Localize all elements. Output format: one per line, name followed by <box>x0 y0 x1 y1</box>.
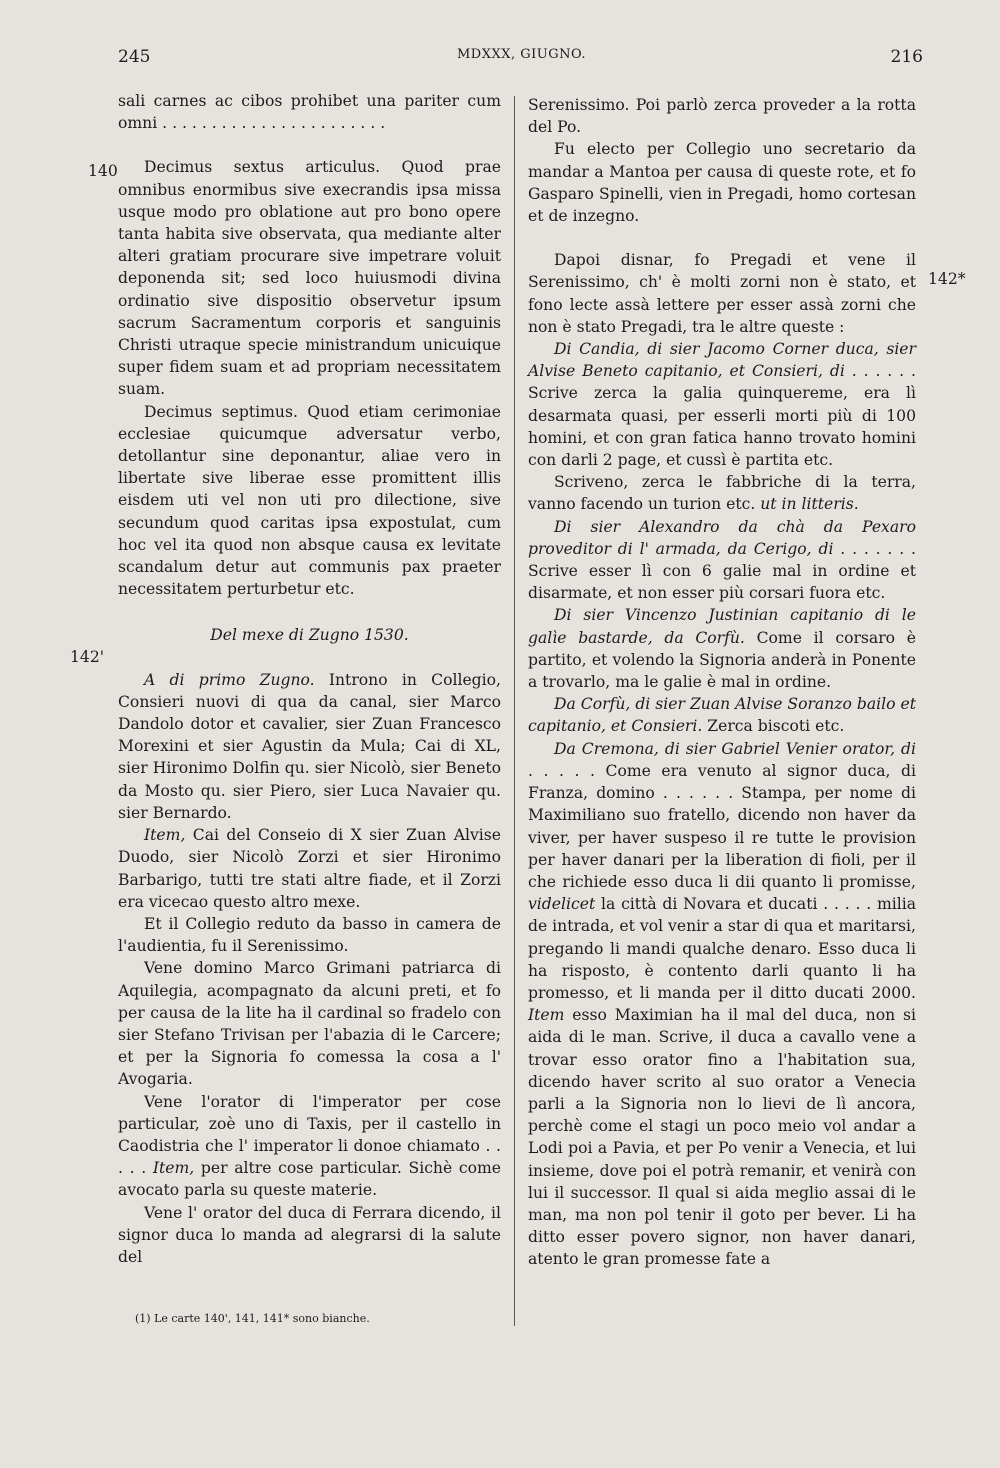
running-title: MDXXX, GIUGNO. <box>457 47 587 62</box>
right-column <box>528 94 916 1271</box>
paragraph: Vene l'orator di l'imperator per cose particular, zoè uno di Taxis, per il castello in Caodistria che l' imperator li donoe chiamato . . . . . Item, per altre cose particular. Sichè come avocato parla su queste materie. <box>118 1092 501 1200</box>
paragraph: Di Candia, di sier Jacomo Corner duca, sier Alvise Beneto capitanio, et Consieri, di . . . . . . Scrive zerca la galia quinquereme, era lì desarmata quasi, per esserli morti più di 100 homini, et con gran fatica hanno trovato homini con darli 2 page, et cussì è partita etc. <box>528 340 916 470</box>
paragraph: Item, Cai del Conseio di X sier Zuan Alvise Duodo, sier Nicolò Zorzi et sier Hironimo Barbarigo, tutti tre stati altre fiade, et il Zorzi era vicecao questo altro mexe. <box>118 826 501 911</box>
paragraph: Decimus sextus articulus. Quod prae omnibus enormibus sive execrandis ipsa missa usque modo pro oblatione aut pro bono opere tanta habita sive observata, qua mediante alter alteri gratiam procurare sive impetrare voluit deponenda sit; sed loco huiusmodi divina ordinatio sive dispositio observetur ipsum sacrum Sacramentum corporis et sanguinis Christi utraque specie ministrandum unicuique super fidem suam et ad propriam necessitatem suam. <box>118 158 501 399</box>
paragraph: Dapoi disnar, fo Pregadi et vene il Serenissimo, ch' è molti zorni non è stato, et fono lecte assà lettere per esser assà zorni che non è stato Pregadi, tra le altre queste : <box>528 251 916 336</box>
paragraph: Serenissimo. Poi parlò zerca proveder a la rotta del Po. <box>528 96 916 137</box>
section-title: Del mexe di Zugno 1530. <box>210 626 409 645</box>
paragraph: Da Cremona, di sier Gabriel Venier orator, di . . . . . Come era venuto al signor duca, di Franza, domino . . . . . . Stampa, per nome di Maximiliano suo fratello, dicendo non haver da viver, per haver suspeso il re tutte le provision per haver danari per la liberation di fioli, per il che richiede esso duca li dii quanto li promisse, videlicet la città di Novara et ducati . . . . . milia de intrada, et vol venir a star di qua et maritarsi, pregando li mandi qualche denaro. Esso duca li ha risposto, è contento darli quanto li ha promesso, et li manda per il ditto ducati 2000. Item esso Maximian ha il mal del duca, non si aida di le man. Scrive, il duca a cavallo vene a trovar esso orator fino a l'habitation sua, dicendo haver scrito al suo orator a Venecia parli a la Signoria non lo lievi de lì ancora, perchè come el stagi un poco meio vol andar a Lodi poi a Pavia, et per Po venir a Venecia, et lui insieme, dove poi el potrà remanir, et venirà con lui il successor. Il qual si aida meglio assai di le man, ma non pol tenir il goto per bever. Li ha ditto esser povero signor, non haver danari, atento le gran promesse fate a <box>528 739 916 1269</box>
page-number-right: 216 <box>890 47 923 67</box>
margin-number-142a: 142' <box>70 648 105 666</box>
paragraph: Fu electo per Collegio uno secretario da mandar a Mantoa per causa di queste rote, et fo Gasparo Spinelli, vien in Pregadi, homo cortesan et de inzegno. <box>528 140 916 226</box>
margin-number-140: 140 <box>88 162 118 180</box>
left-column <box>118 90 501 1268</box>
paragraph: Da Corfù, di sier Zuan Alvise Soranzo bailo et capitanio, et Consieri. Zerca biscoti etc. <box>528 695 916 736</box>
paragraph: Decimus septimus. Quod etiam cerimoniae ecclesiae quicumque adversatur verbo, detollantur sine deponantur, aliae vero in libertate sive liberae esse promittent illis eisdem uti vel non uti pro dilectione, sive secundum quod caritas ipsa expostulat, cum hoc vel ita quod non absque causa ex levitate scandalum detur aut communis pax praeter necessitatem perturbetur etc. <box>118 402 501 599</box>
column-divider <box>514 96 515 1326</box>
paragraph-lead: Item, <box>144 826 186 845</box>
paragraph-lead: A di primo Zugno. <box>144 670 315 689</box>
paragraph: Vene l' orator del duca di Ferrara dicendo, il signor duca lo manda ad alegrarsi di la salute del <box>118 1203 501 1266</box>
paragraph: Et il Collegio reduto da basso in camera de l'audientia, fu il Serenissimo. <box>118 914 501 956</box>
paragraph: Di sier Vincenzo Justinian capitanio di le galìe bastarde, da Corfù. Come il corsaro è partito, et volendo la Signoria anderà in Ponente a trovarlo, ma le galie è mal in ordine. <box>528 606 916 692</box>
paragraph: A di primo Zugno. Introno in Collegio, Consieri nuovi di qua da canal, sier Marco Dandolo dotor et cavalier, sier Zuan Francesco Morexini et sier Agustin da Mula; Cai di XL, sier Hironimo Dolfin qu. sier Nicolò, sier Beneto da Mosto qu. sier Piero, sier Luca Navaier qu. sier Bernardo. <box>118 670 501 822</box>
paragraph: Vene domino Marco Grimani patriarca di Aquilegia, acompagnato da alcuni preti, et fo per causa de la lite ha il cardinal so fradelo con sier Stefano Trivisan per l'abazia di le Carcere; et per la Signoria fo comessa la cosa a l' Avogaria. <box>118 959 501 1089</box>
footnote: (1) Le carte 140', 141, 141* sono bianche. <box>135 1312 370 1325</box>
paragraph: sali carnes ac cibos prohibet una pariter cum omni . . . . . . . . . . . . . . . . . . . . . . . <box>118 92 501 133</box>
page-number-left: 245 <box>118 47 151 67</box>
paragraph: Scriveno, zerca le fabbriche di la terra, vanno facendo un turion etc. ut in litteris. <box>528 473 916 514</box>
margin-number-142b: 142* <box>928 270 966 288</box>
paragraph: Di sier Alexandro da chà da Pexaro proveditor di l' armada, da Cerigo, di . . . . . . . Scrive esser lì con 6 galie mal in ordine et disarmate, et non esser più corsari fuora etc. <box>528 517 916 603</box>
